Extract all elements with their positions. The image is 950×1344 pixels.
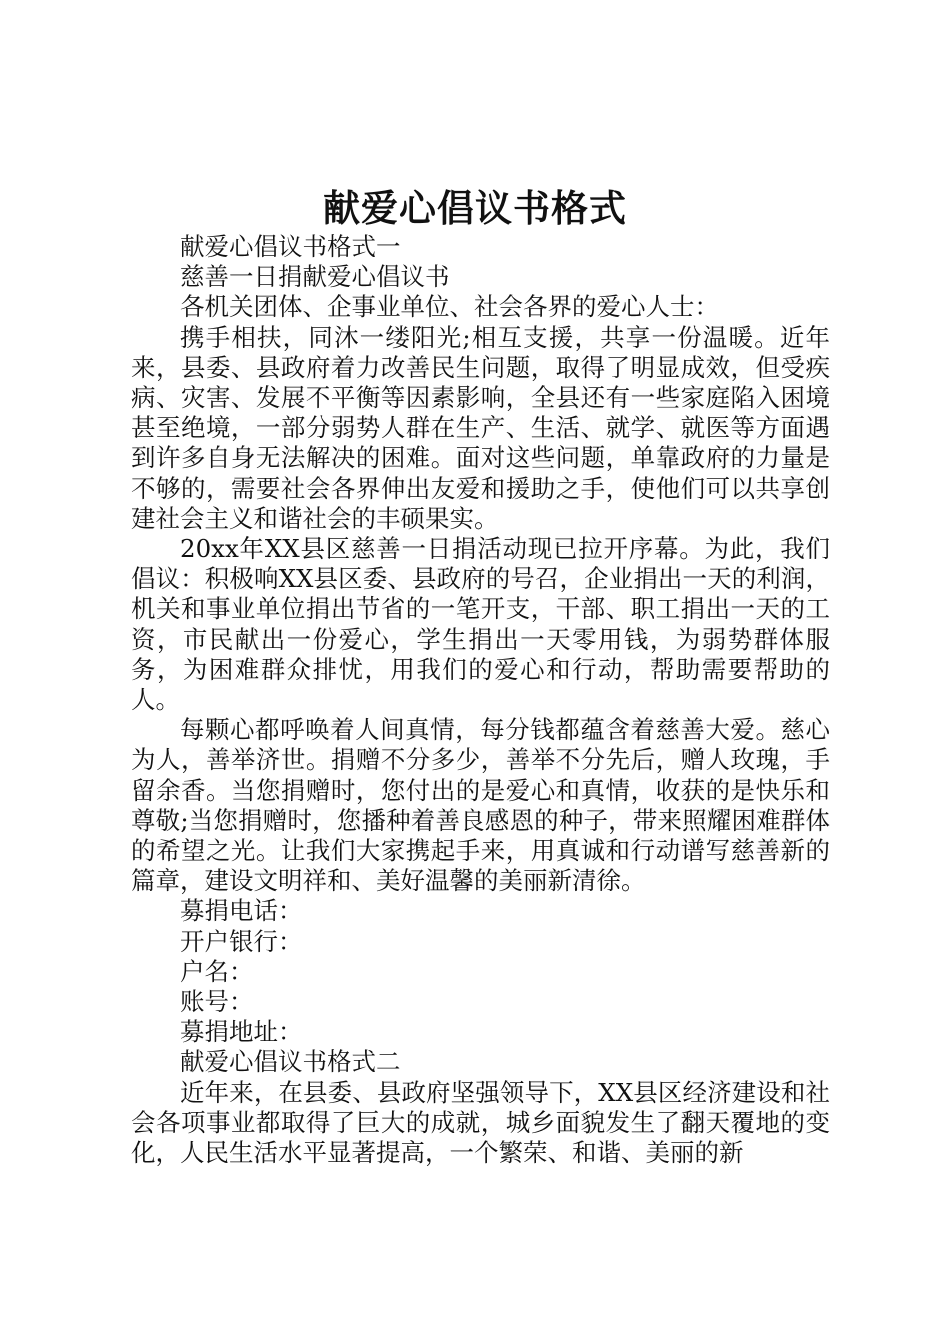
donation-address-line: 募捐地址：: [180, 1017, 303, 1047]
body-paragraph: 近年来，在县委、县政府坚强领导下，XX县区经济建设和社会各项事业都取得了巨大的成就，城乡面貌发生了翻天覆地的变化，人民生活水平显著提高，一个繁荣、和谐、美丽的新: [131, 1077, 830, 1168]
account-number-line: 账号：: [180, 987, 254, 1017]
salutation: 各机关团体、企事业单位、社会各界的爱心人士：: [180, 292, 719, 322]
body-paragraph: 20xx年XX县区慈善一日捐活动现已拉开序幕。为此，我们倡议：积极响XX县区委、县政府的号召，企业捐出一天的利润，机关和事业单位捐出节省的一笔开支，干部、职工捐出一天的工资，市民献出一份爱心，学生捐出一天零用钱，为弱势群体服务，为困难群众排忧，用我们的爱心和行动，帮助需要帮助的人。: [131, 534, 830, 715]
section-heading-two: 献爱心倡议书格式二: [180, 1047, 401, 1077]
section-heading-one: 献爱心倡议书格式一: [180, 232, 401, 261]
donation-phone-line: 募捐电话：: [180, 896, 303, 926]
document-title: 献爱心倡议书格式: [323, 187, 627, 230]
bank-line: 开户银行：: [180, 926, 303, 956]
proposal-title: 慈善一日捐献爱心倡议书: [180, 262, 450, 292]
account-name-line: 户名：: [180, 956, 254, 986]
body-paragraph: 携手相扶，同沐一缕阳光;相互支援，共享一份温暖。近年来，县委、县政府着力改善民生问题，取得了明显成效，但受疾病、灾害、发展不平衡等因素影响，全县还有一些家庭陷入困境甚至绝境，一部分弱势人群在生产、生活、就学、就医等方面遇到许多自身无法解决的困难。面对这些问题，单靠政府的力量是不够的，需要社会各界伸出友爱和援助之手，使他们可以共享创建社会主义和谐社会的丰硕果实。: [131, 322, 830, 533]
document-body: [131, 232, 830, 1168]
body-paragraph: 每颗心都呼唤着人间真情，每分钱都蕴含着慈善大爱。慈心为人，善举济世。捐赠不分多少，善举不分先后，赠人玫瑰，手留余香。当您捐赠时，您付出的是爱心和真情，收获的是快乐和尊敬;当您捐赠时，您播种着善良感恩的种子，带来照耀困难群体的希望之光。让我们大家携起手来，用真诚和行动谱写慈善新的篇章，建设文明祥和、美好温馨的美丽新清徐。: [131, 715, 830, 896]
